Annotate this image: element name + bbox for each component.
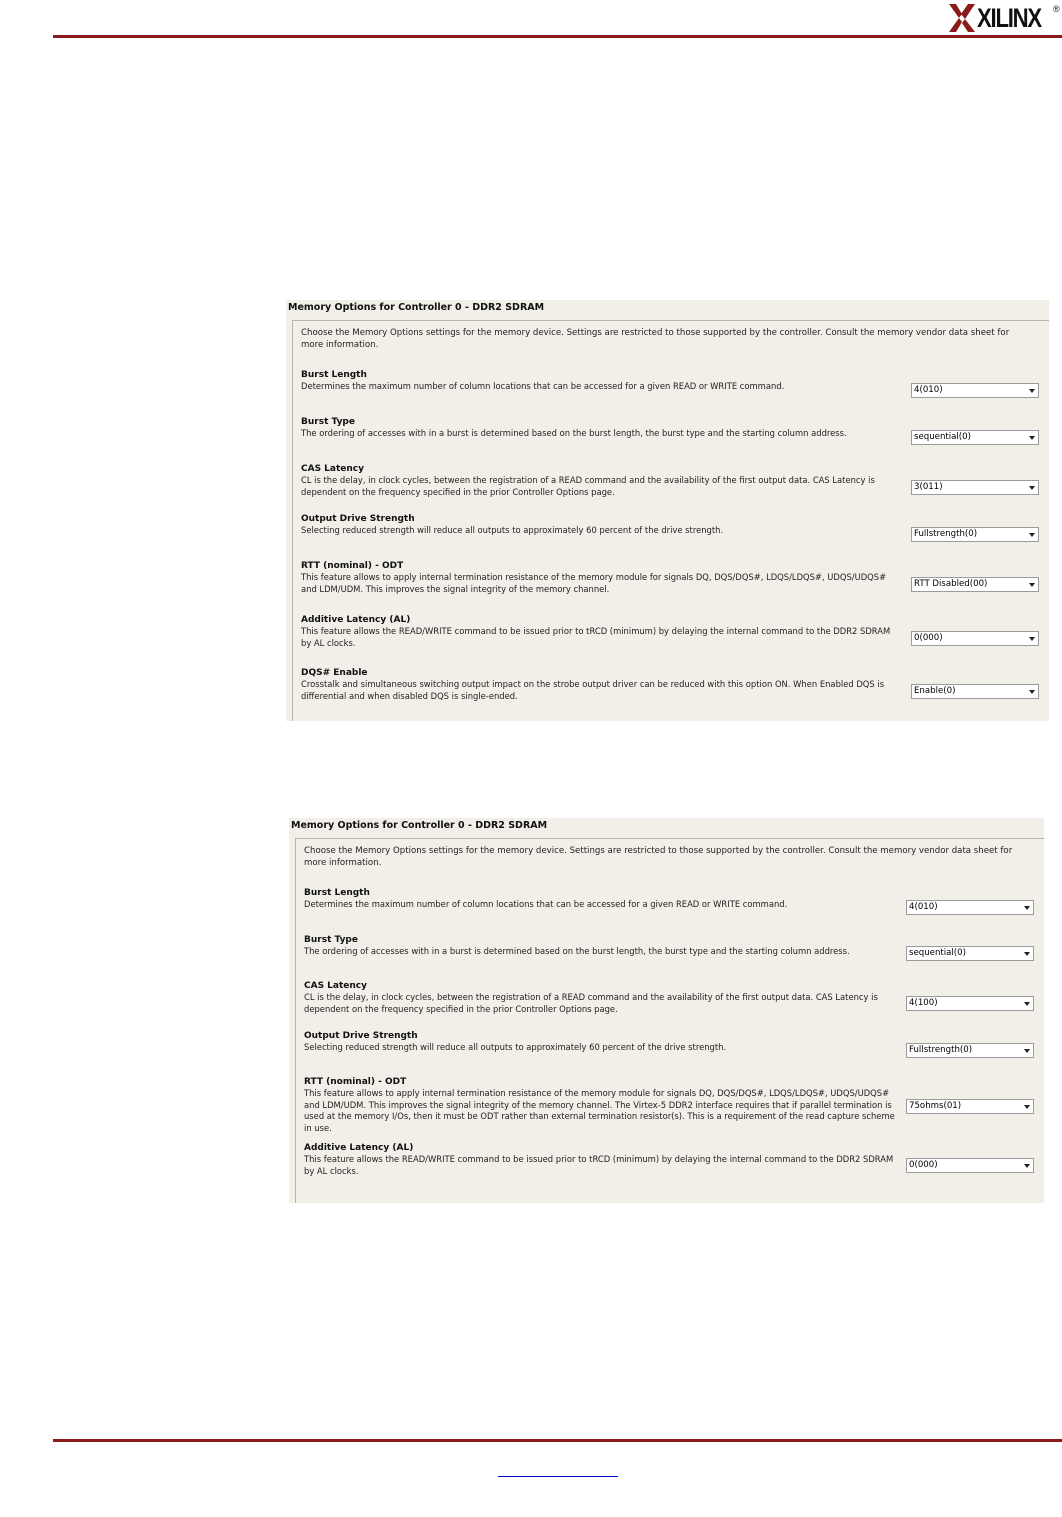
option-label: Additive Latency (AL) [304,1143,414,1153]
option-description: This feature allows the READ/WRITE command to be issued prior to tRCD (minimum) by delaying the internal command to the DDR2 SDRAM by AL clocks. [304,1154,894,1176]
burst-type-select[interactable] [906,946,1034,961]
option-label: Burst Type [304,935,358,945]
output-drive-strength-select[interactable] [911,527,1039,542]
memory-options-panel-2 [289,818,1044,1203]
option-description: Crosstalk and simultaneous switching output impact on the strobe output driver can be reduced with this option ON. When Enabled DQS is differential and when disabled DQS is single-ended. [301,679,885,701]
burst-type-select[interactable] [911,430,1039,445]
panel-title: Memory Options for Controller 0 - DDR2 SDRAM [291,820,548,831]
chevron-down-icon [1024,1164,1030,1168]
burst-length-select[interactable] [911,383,1039,398]
option-description: CL is the delay, in clock cycles, between the registration of a READ command and the availability of the first output data. CAS Latency is dependent on the frequency specified in the prior Controller Options page. [301,475,875,497]
option-description: This feature allows the READ/WRITE command to be issued prior to tRCD (minimum) by delaying the internal command to the DDR2 SDRAM by AL clocks. [301,626,891,648]
select-value: 3(011) [914,482,943,492]
option-description: The ordering of accesses with in a burst is determined based on the burst length, the burst type and the starting column address. [304,946,850,956]
option-description: This feature allows to apply internal termination resistance of the memory module for signals DQ, DQS/DQS#, LDQS/LDQS#, UDQS/UDQS# and LDM/UDM. This improves the signal integrity of the memory channel. The Virtex-5 DDR2 interface requires that if parallel termination is used at the memory I/Os, then it must be ODT rather than external termination resistor(s). This is a requirement of the read capture scheme in use. [304,1088,895,1133]
select-value: sequential(0) [914,432,971,442]
memory-options-panel-1 [286,300,1049,721]
option-label: Burst Type [301,417,355,427]
chevron-down-icon [1029,436,1035,440]
option-label: Additive Latency (AL) [301,615,411,625]
option-label: Output Drive Strength [304,1031,418,1041]
cas-latency-select[interactable] [911,480,1039,495]
dqs-enable-select[interactable] [911,684,1039,699]
option-label: Burst Length [301,370,367,380]
option-label: DQS# Enable [301,668,368,678]
panel-title: Memory Options for Controller 0 - DDR2 SDRAM [288,302,545,313]
chevron-down-icon [1029,583,1035,587]
chevron-down-icon [1029,533,1035,537]
panel-intro: Choose the Memory Options settings for the memory device. Settings are restricted to those supported by the controller. Consult the memory vendor data sheet for more information. [304,846,1013,868]
chevron-down-icon [1024,1002,1030,1006]
xilinx-x-logo-icon [947,2,977,34]
additive-latency-select[interactable] [906,1158,1034,1173]
footer-link[interactable] [498,1462,618,1481]
chevron-down-icon [1029,637,1035,641]
option-description: Determines the maximum number of column locations that can be accessed for a given READ or WRITE command. [304,899,788,909]
select-value: 4(100) [909,998,938,1008]
rtt-odt-select[interactable] [906,1099,1034,1114]
chevron-down-icon [1029,486,1035,490]
select-value: 4(010) [914,385,943,395]
chevron-down-icon [1024,1105,1030,1109]
select-value: Enable(0) [914,686,956,696]
option-description: Selecting reduced strength will reduce all outputs to approximately 60 percent of the drive strength. [304,1042,727,1052]
chevron-down-icon [1029,690,1035,694]
panel-body [295,838,1044,1203]
brand-name: XILINX [977,3,1041,33]
option-label: CAS Latency [301,464,365,474]
chevron-down-icon [1024,1049,1030,1053]
option-label: Output Drive Strength [301,514,415,524]
additive-latency-select[interactable] [911,631,1039,646]
footer-link-text[interactable] [498,1462,618,1477]
select-value: Fullstrength(0) [914,529,978,539]
output-drive-strength-select[interactable] [906,1043,1034,1058]
rtt-odt-select[interactable] [911,577,1039,592]
chevron-down-icon [1024,906,1030,910]
select-value: 0(000) [914,633,943,643]
option-description: This feature allows to apply internal termination resistance of the memory module for signals DQ, DQS/DQS#, LDQS/LDQS#, UDQS/UDQS# and LDM/UDM. This improves the signal integrity of the memory channel. [301,572,887,594]
panel-intro: Choose the Memory Options settings for the memory device. Settings are restricted to those supported by the controller. Consult the memory vendor data sheet for more information. [301,328,1010,350]
select-value: sequential(0) [909,948,966,958]
panel-body [292,320,1049,721]
select-value: 75ohms(01) [909,1101,962,1111]
header-rule [53,35,1062,38]
burst-length-select[interactable] [906,900,1034,915]
registered-mark: ® [1053,4,1060,14]
chevron-down-icon [1024,952,1030,956]
cas-latency-select[interactable] [906,996,1034,1011]
option-description: Selecting reduced strength will reduce all outputs to approximately 60 percent of the drive strength. [301,525,724,535]
option-label: RTT (nominal) - ODT [301,561,404,571]
select-value: RTT Disabled(00) [914,579,988,589]
footer-rule [53,1439,1062,1442]
select-value: Fullstrength(0) [909,1045,973,1055]
option-description: CL is the delay, in clock cycles, between the registration of a READ command and the availability of the first output data. CAS Latency is dependent on the frequency specified in the prior Controller Options page. [304,992,878,1014]
select-value: 0(000) [909,1160,938,1170]
option-label: RTT (nominal) - ODT [304,1077,407,1087]
option-description: Determines the maximum number of column locations that can be accessed for a given READ or WRITE command. [301,381,785,391]
option-label: Burst Length [304,888,370,898]
chevron-down-icon [1029,389,1035,393]
select-value: 4(010) [909,902,938,912]
option-description: The ordering of accesses with in a burst is determined based on the burst length, the burst type and the starting column address. [301,428,847,438]
option-label: CAS Latency [304,981,368,991]
